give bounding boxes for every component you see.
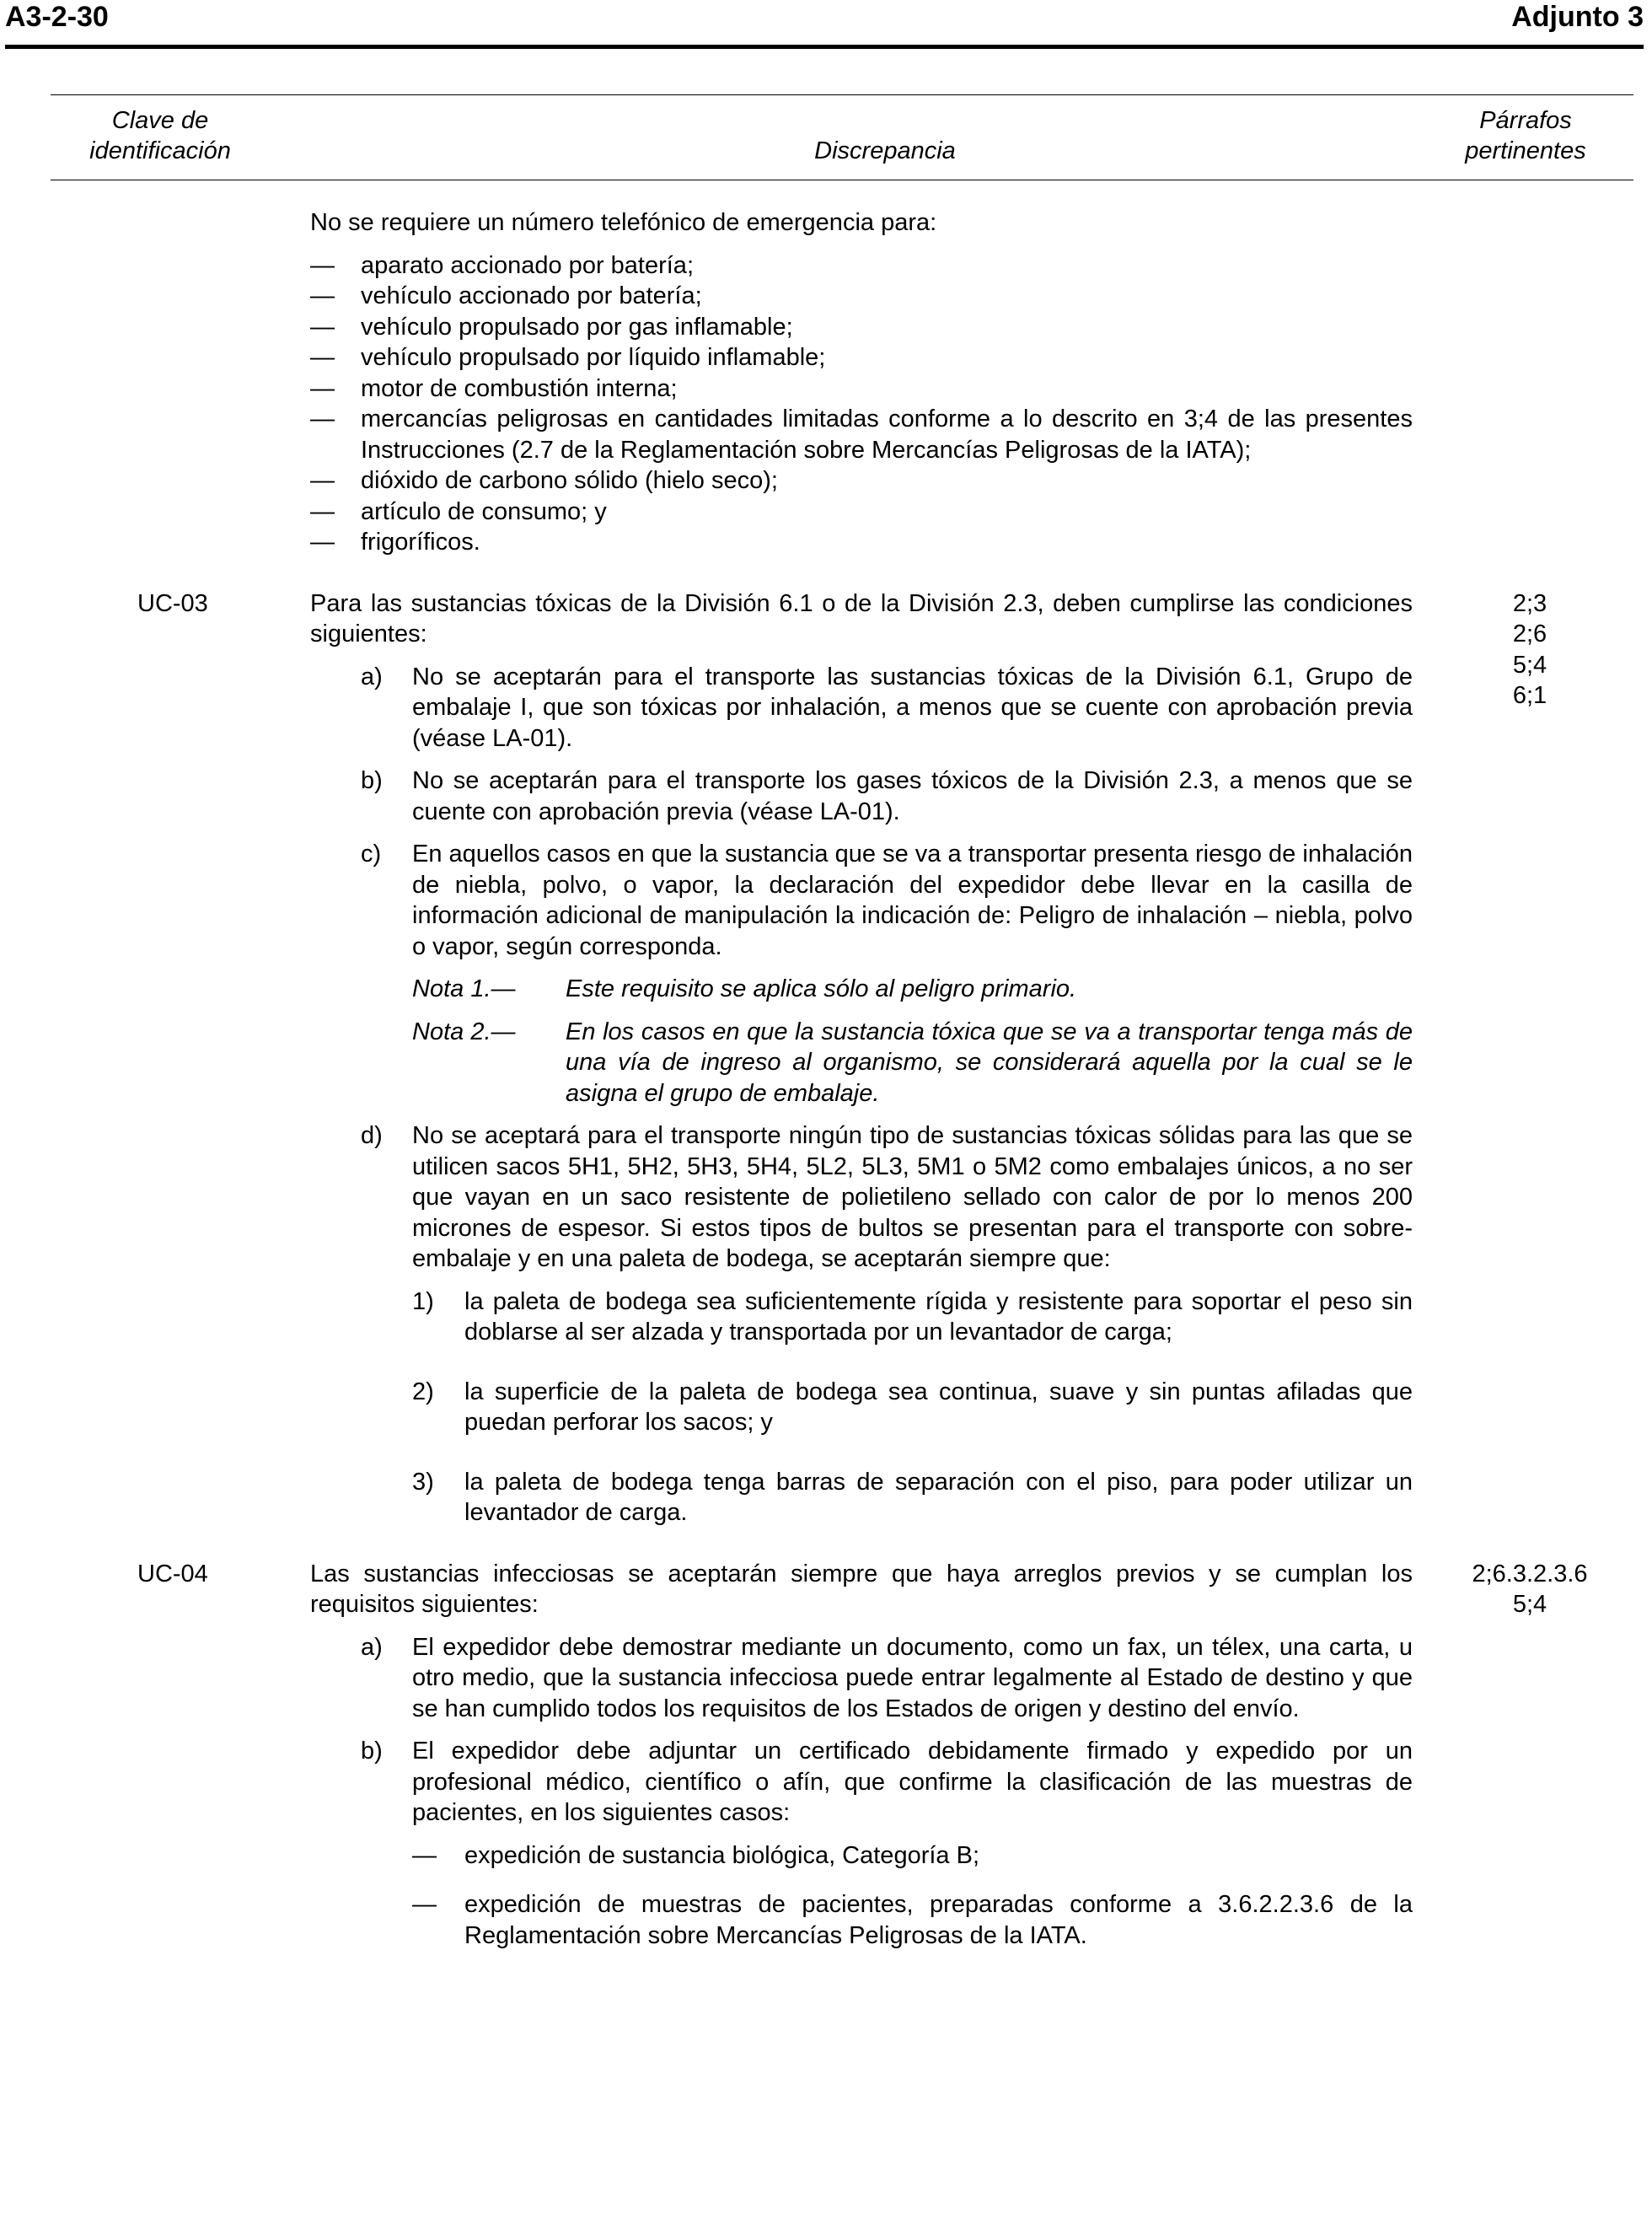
column-key-heading: Clave de identificación xyxy=(89,107,231,164)
item-label: 2) xyxy=(412,1378,434,1405)
column-paragraphs-heading: Párrafos pertinentes xyxy=(1465,107,1586,164)
list-item: — mercancías peligrosas en cantidades limitadas conforme a lo descrito en 3;4 de las presentes Instrucciones (2.7 de la Reglamentación sobre Mercancías Peligrosas de la IATA); xyxy=(310,404,1413,465)
item-label: 3) xyxy=(412,1468,434,1496)
item-label: d) xyxy=(361,1122,383,1149)
item-text: En aquellos casos en que la sustancia que se va a transportar presenta riesgo de inhalación de niebla, polvo, o vapor, la declaración del expedidor debe llevar en la casilla de información adicional de manipulación la indicación de: Peligro de inhalación – niebla, polvo o vapor, según corresponda. xyxy=(412,841,1413,960)
item-label: 1) xyxy=(412,1287,434,1315)
condition-item xyxy=(310,1120,1413,1528)
item-text: El expedidor debe adjuntar un certificado debidamente firmado y expedido por un profesional médico, científico o afín, que confirme la clasificación de las muestras de pacientes, en los siguientes casos: xyxy=(412,1738,1413,1826)
entry-uc-04 xyxy=(0,1559,1652,1952)
entry-text: Para las sustancias tóxicas de la División 6.1 o de la División 2.3, deben cumplirse las condiciones siguientes: xyxy=(310,589,1413,647)
condition-item xyxy=(310,662,1413,755)
item-text: la paleta de bodega sea suficientemente rígida y resistente para soportar el peso sin doblarse al ser alzada y transportada por un levantador de carga; xyxy=(464,1287,1413,1346)
case-list xyxy=(412,1840,1413,1952)
exemption-list xyxy=(310,250,1413,558)
sub-condition-item xyxy=(412,1377,1413,1438)
condition-item xyxy=(310,839,1413,1109)
entry-references: 2;6.3.2.3.6 5;4 xyxy=(1472,1560,1588,1618)
list-item: — artículo de consumo; y xyxy=(310,497,1413,528)
item-label: c) xyxy=(361,841,382,868)
list-item: — vehículo propulsado por líquido inflamable; xyxy=(310,342,1413,373)
list-item: — frigoríficos. xyxy=(310,527,1413,558)
note xyxy=(412,1017,1413,1109)
condition-item xyxy=(310,765,1413,827)
page-number: A3-2-30 xyxy=(5,1,109,33)
item-text: la superficie de la paleta de bodega sea continua, suave y sin puntas afiladas que puedan perforar los sacos; y xyxy=(464,1378,1413,1436)
sub-condition-item xyxy=(412,1467,1413,1528)
section-title: Adjunto 3 xyxy=(1511,1,1644,33)
entry-text: Las sustancias infecciosas se aceptarán siempre que haya arreglos previos y se cumplan los requisitos siguientes: xyxy=(310,1560,1413,1618)
notes xyxy=(412,974,1413,1109)
list-item: — motor de combustión interna; xyxy=(310,373,1413,405)
requirement-item xyxy=(310,1632,1413,1725)
column-header xyxy=(51,94,1633,180)
item-text: El expedidor debe demostrar mediante un documento, como un fax, un télex, una carta, u otro medio, que la sustancia infecciosa puede entrar legalmente al Estado de destino y que se han cumplido todos los requisitos de los Estados de origen y destino del envío. xyxy=(412,1633,1413,1722)
entry-code: UC-03 xyxy=(137,589,208,617)
note-label: Nota 2.— xyxy=(412,1018,516,1045)
item-label: a) xyxy=(361,663,383,690)
entry-uc-03 xyxy=(0,588,1652,1528)
entry-continuation xyxy=(0,207,1652,558)
requirement-item xyxy=(310,1736,1413,1951)
entry-code: UC-04 xyxy=(137,1560,208,1587)
list-item: — vehículo propulsado por gas inflamable; xyxy=(310,312,1413,343)
list-item: — expedición de muestras de pacientes, preparadas conforme a 3.6.2.2.3.6 de la Reglamentación sobre Mercancías Peligrosas de la IATA. xyxy=(412,1889,1413,1951)
item-text: la paleta de bodega tenga barras de separación con el piso, para poder utilizar un levantador de carga. xyxy=(464,1468,1413,1526)
page-header xyxy=(5,0,1644,37)
requirement-list xyxy=(310,1632,1413,1952)
list-item: — expedición de sustancia biológica, Categoría B; xyxy=(412,1840,1413,1872)
list-item: — aparato accionado por batería; xyxy=(310,250,1413,282)
header-rule xyxy=(5,45,1644,49)
item-label: b) xyxy=(361,767,383,794)
note-text: En los casos en que la sustancia tóxica que se va a transportar tenga más de una vía de ingreso al organismo, se considerará aquella por la cual se le asigna el grupo de embalaje. xyxy=(566,1018,1413,1107)
list-item: — dióxido de carbono sólido (hielo seco); xyxy=(310,465,1413,497)
item-label: a) xyxy=(361,1633,383,1661)
note-label: Nota 1.— xyxy=(412,975,516,1002)
entry-references: 2;3 2;6 5;4 6;1 xyxy=(1512,589,1547,709)
item-text: No se aceptará para el transporte ningún tipo de sustancias tóxicas sólidas para las que se utilicen sacos 5H1, 5H2, 5H3, 5H4, 5L2, 5L3, 5M1 o 5M2 como embalajes únicos, a no ser que vayan en un saco resistente de polietileno sellado con calor de por lo menos 200 micrones de espesor. Si estos tipos de bultos se presentan para el transporte con sobre-embalaje y en una paleta de bodega, se aceptarán siempre que: xyxy=(412,1122,1413,1272)
sub-condition-list xyxy=(412,1287,1413,1528)
discrepancy-table xyxy=(0,207,1652,1951)
item-label: b) xyxy=(361,1738,383,1765)
sub-condition-item xyxy=(412,1287,1413,1348)
item-text: No se aceptarán para el transporte las sustancias tóxicas de la División 6.1, Grupo de embalaje I, que son tóxicas por inhalación, a menos que se cuente con aprobación previa (véase LA-01). xyxy=(412,663,1413,752)
note xyxy=(412,974,1413,1005)
condition-list xyxy=(310,662,1413,1528)
intro-text: No se requiere un número telefónico de emergencia para: xyxy=(310,209,937,236)
list-item: — vehículo accionado por batería; xyxy=(310,281,1413,312)
column-discrepancy-heading: Discrepancia xyxy=(814,137,956,164)
note-text: Este requisito se aplica sólo al peligro primario. xyxy=(566,975,1077,1002)
item-text: No se aceptarán para el transporte los gases tóxicos de la División 2.3, a menos que se cuente con aprobación previa (véase LA-01). xyxy=(412,767,1413,825)
